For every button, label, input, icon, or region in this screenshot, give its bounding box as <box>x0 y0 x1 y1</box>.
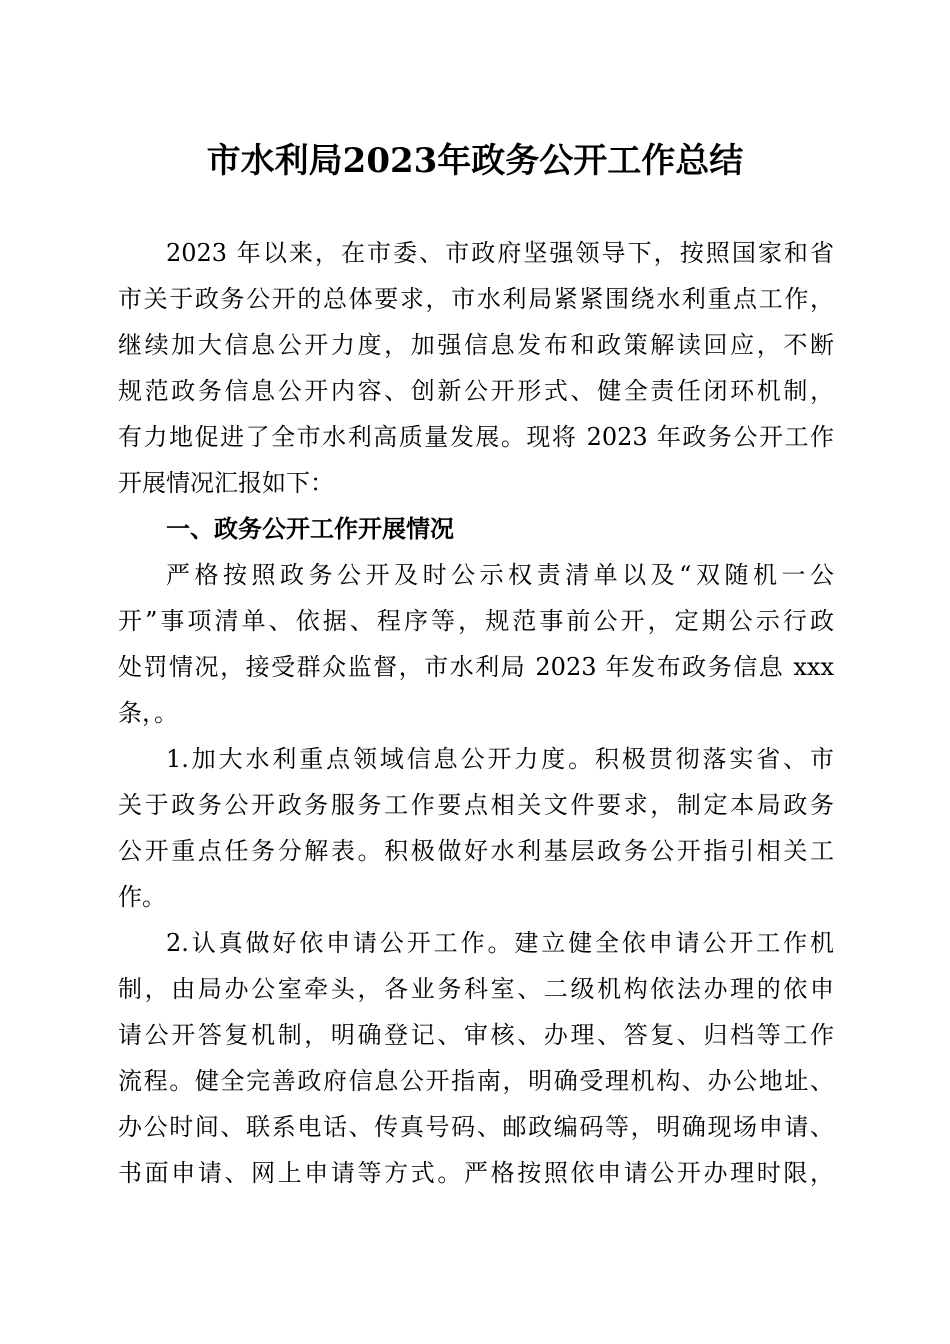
item2-line: 制，由局办公室牵头，各业务科室、二级机构依法办理的依申 <box>118 975 834 1003</box>
section1-line: 条，。 <box>118 699 178 727</box>
section-heading: 一、政务公开工作开展情况 <box>166 514 454 543</box>
item1-line: 1.加大水利重点领域信息公开力度。积极贯彻落实省、市 <box>166 745 834 773</box>
item1-line: 公开重点任务分解表。积极做好水利基层政务公开指引相关工 <box>118 837 834 865</box>
intro-line: 市关于政务公开的总体要求，市水利局紧紧围绕水利重点工作， <box>118 285 834 313</box>
item1-line: 关于政务公开政务服务工作要点相关文件要求，制定本局政务 <box>118 791 834 819</box>
intro-line: 2023 年以来，在市委、市政府坚强领导下，按照国家和省 <box>166 239 834 267</box>
document-title: 市水利局2023年政务公开工作总结 <box>206 141 744 181</box>
item2-line: 请公开答复机制，明确登记、审核、办理、答复、归档等工作 <box>118 1021 834 1049</box>
item1-line: 作。 <box>118 883 166 911</box>
item2-line: 流程。健全完善政府信息公开指南，明确受理机构、办公地址、 <box>118 1067 834 1095</box>
item2-line: 书面申请、网上申请等方式。严格按照依申请公开办理时限， <box>118 1159 834 1187</box>
item2-line: 办公时间、联系电话、传真号码、邮政编码等，明确现场申请、 <box>118 1113 834 1141</box>
document-body <box>118 230 834 1196</box>
intro-line: 有力地促进了全市水利高质量发展。现将 2023 年政务公开工作 <box>118 423 834 451</box>
item2-line: 2.认真做好依申请公开工作。建立健全依申请公开工作机 <box>166 929 834 957</box>
section1-line: 严格按照政务公开及时公示权责清单以及“双随机一公 <box>166 561 834 589</box>
section1-line: 处罚情况，接受群众监督，市水利局 2023 年发布政务信息 xxx <box>118 653 834 681</box>
intro-line: 规范政务信息公开内容、创新公开形式、健全责任闭环机制， <box>118 377 834 405</box>
section1-line: 开”事项清单、依据、程序等，规范事前公开，定期公示行政 <box>118 607 834 635</box>
intro-line: 继续加大信息公开力度，加强信息发布和政策解读回应，不断 <box>118 331 834 359</box>
intro-line: 开展情况汇报如下： <box>118 469 334 497</box>
